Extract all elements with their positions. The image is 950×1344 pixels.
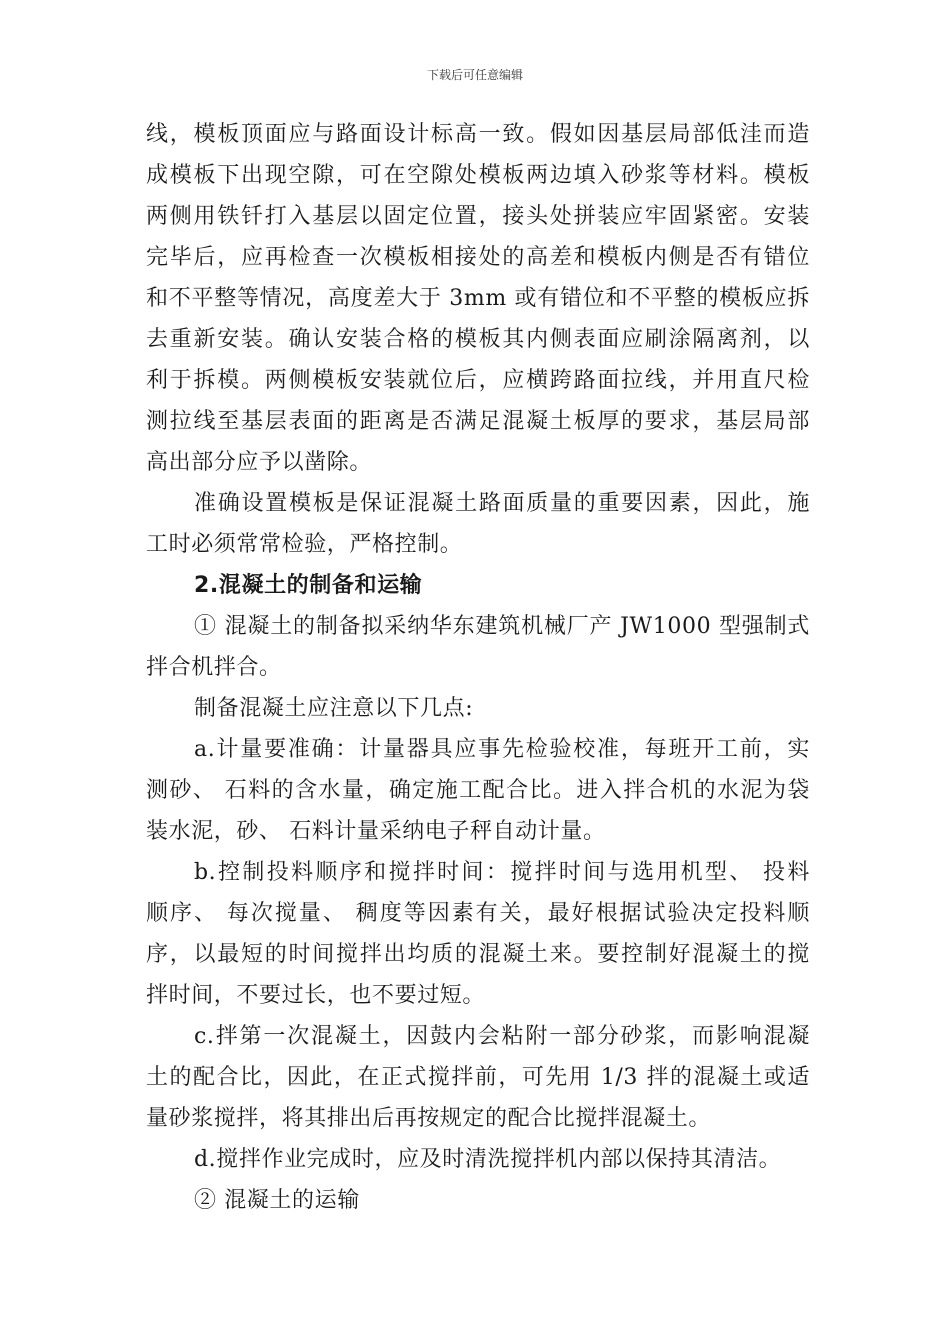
text-line: b.控制投料顺序和搅拌时间：搅拌时间与选用机型、 投料 bbox=[194, 860, 810, 885]
text-line: 完毕后，应再检查一次模板相接处的高差和模板内侧是否有错位 bbox=[146, 245, 810, 270]
text-line: ① 混凝土的制备拟采纳华东建筑机械厂产 JW1000 型强制式 bbox=[194, 614, 810, 639]
text-line: 顺序、 每次搅量、 稠度等因素有关，最好根据试验决定投料顺 bbox=[146, 901, 810, 926]
text-line: 土的配合比，因此，在正式搅拌前，可先用 1/3 拌的混凝土或适 bbox=[146, 1065, 810, 1090]
section-heading: 2.混凝土的制备和运输 bbox=[194, 573, 423, 598]
text-line: 成模板下出现空隙，可在空隙处模板两边填入砂浆等材料。模板 bbox=[146, 163, 810, 188]
text-line: 工时必须常常检验，严格控制。 bbox=[146, 532, 463, 557]
text-line: d.搅拌作业完成时，应及时清洗搅拌机内部以保持其清洁。 bbox=[194, 1147, 782, 1172]
text-line: 制备混凝土应注意以下几点: bbox=[194, 696, 474, 721]
document-body bbox=[146, 114, 810, 1221]
page-header-note: 下载后可任意编辑 bbox=[426, 68, 523, 82]
text-line: 拌合机拌合。 bbox=[146, 655, 282, 680]
text-line: 线，模板顶面应与路面设计标高一致。假如因基层局部低洼而造 bbox=[146, 122, 810, 147]
text-line: 测拉线至基层表面的距离是否满足混凝土板厚的要求，基层局部 bbox=[146, 409, 810, 434]
text-line: 测砂、 石料的含水量，确定施工配合比。进入拌合机的水泥为袋 bbox=[146, 778, 810, 803]
text-line: ② 混凝土的运输 bbox=[194, 1188, 360, 1213]
text-line: 利于拆模。两侧模板安装就位后，应横跨路面拉线，并用直尺检 bbox=[146, 368, 810, 393]
text-line: 准确设置模板是保证混凝土路面质量的重要因素，因此，施 bbox=[194, 491, 810, 516]
text-line: 去重新安装。确认安装合格的模板其内侧表面应刷涂隔离剂，以 bbox=[146, 327, 810, 352]
text-line: a.计量要准确：计量器具应事先检验校准，每班开工前，实 bbox=[194, 737, 810, 762]
text-line: 两侧用铁钎打入基层以固定位置，接头处拼装应牢固紧密。安装 bbox=[146, 204, 810, 229]
text-line: 装水泥，砂、 石料计量采纳电子秤自动计量。 bbox=[146, 819, 606, 844]
text-line: 拌时间，不要过长，也不要过短。 bbox=[146, 983, 486, 1008]
text-line: 高出部分应予以凿除。 bbox=[146, 450, 373, 475]
text-line: 和不平整等情况，高度差大于 3mm 或有错位和不平整的模板应拆 bbox=[146, 286, 810, 311]
text-line: 序，以最短的时间搅拌出均质的混凝土来。要控制好混凝土的搅 bbox=[146, 942, 810, 967]
text-line: 量砂浆搅拌，将其排出后再按规定的配合比搅拌混凝土。 bbox=[146, 1106, 712, 1131]
text-line: c.拌第一次混凝土，因鼓内会粘附一部分砂浆，而影响混凝 bbox=[194, 1024, 810, 1049]
